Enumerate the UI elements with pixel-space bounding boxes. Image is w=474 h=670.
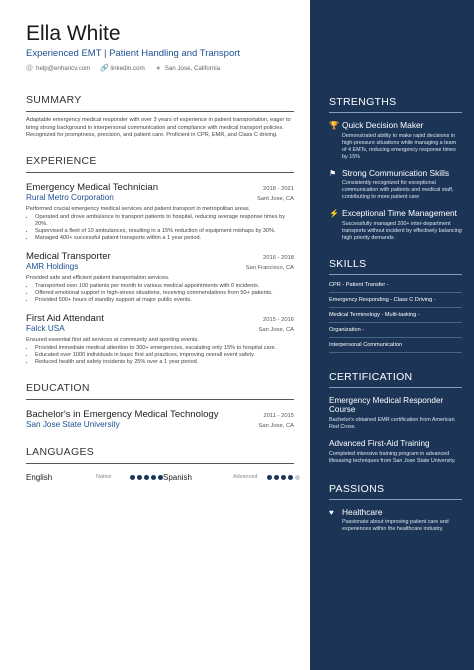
strength-title: Strong Communication Skills bbox=[342, 167, 450, 178]
bullet-item: • Operated and drove ambulance to transport patients to hospital, reducing average response times by 20%. bbox=[35, 214, 294, 228]
bullet-item: • Provided immediate medical attention to 300+ emergencies, escalating only 15% to hospital care. bbox=[35, 345, 294, 352]
bullet-item: • Educated over 1000 individuals in basic first aid practices, improving overall event safety. bbox=[35, 352, 294, 359]
proficiency-dot bbox=[151, 475, 156, 480]
strengths-heading: STRENGTHS bbox=[329, 96, 462, 113]
strength-desc: Successfully managed 200+ inter-department transports without incident by effectively balancing high priority demands. bbox=[342, 220, 462, 241]
job-bullets bbox=[26, 214, 294, 242]
job-location: San Jose, CA bbox=[258, 326, 294, 333]
job-bullets bbox=[26, 283, 294, 304]
candidate-name: Ella White bbox=[26, 22, 121, 45]
headline: Experienced EMT | Patient Handling and Transport bbox=[26, 48, 241, 59]
sidebar bbox=[310, 0, 474, 670]
skill-item: Medical Terminology - Multi-tasking - bbox=[329, 308, 462, 323]
contact-linkedin[interactable] bbox=[100, 65, 144, 72]
skill-item: Emergency Responding - Class C Driving - bbox=[329, 293, 462, 308]
job-description: Performed crucial emergency medical services and patient transport in metropolitan areas. bbox=[26, 205, 251, 212]
bullet-item: • Reduced health and safety incidents by 25% over a 1 year period. bbox=[35, 359, 294, 366]
passion-title: Healthcare bbox=[342, 506, 383, 517]
proficiency-dot bbox=[137, 475, 142, 480]
certification-title: Emergency Medical Responder Course bbox=[329, 395, 444, 415]
job-bullets bbox=[26, 345, 294, 366]
certification-title: Advanced First-Aid Training bbox=[329, 438, 430, 448]
passion-item bbox=[329, 508, 462, 534]
summary-heading: SUMMARY bbox=[26, 94, 294, 112]
job-title: Emergency Medical Technician bbox=[26, 181, 159, 193]
language-name: English bbox=[26, 472, 53, 482]
certification-heading: CERTIFICATION bbox=[329, 371, 462, 388]
proficiency-dot bbox=[274, 475, 279, 480]
skill-item: Interpersonal Communication bbox=[329, 338, 462, 353]
heart-icon: ♥ bbox=[329, 507, 334, 517]
language-item bbox=[163, 473, 300, 482]
proficiency-dots bbox=[267, 475, 300, 480]
bullet-item: • Managed 400+ successful patient transports within a 1 year period. bbox=[35, 235, 294, 242]
bullet-item: • Transported over 100 patients per month to various medical appointments with 0 incidents. bbox=[35, 283, 294, 290]
company-name: AMR Holdings bbox=[26, 261, 79, 271]
experience-heading: EXPERIENCE bbox=[26, 155, 294, 173]
strength-desc: Demonstrated ability to make rapid decisions in high-pressure situations while managing a team of 4 EMTs, reducing emergency response times by 15% bbox=[342, 132, 457, 160]
passions-heading: PASSIONS bbox=[329, 483, 462, 500]
education-entry bbox=[26, 409, 294, 430]
bullet-item: • Offered emotional support in high-stress situations, receiving commendations from 50+ patients. bbox=[35, 290, 294, 297]
job-location: San Francisco, CA bbox=[245, 264, 294, 271]
languages-list bbox=[26, 473, 294, 482]
skill-item: CPR - Patient Transfer - bbox=[329, 278, 462, 293]
contact-email[interactable] bbox=[26, 65, 90, 72]
job-dates: 2018 - 2021 bbox=[263, 185, 294, 192]
certification-item bbox=[329, 396, 462, 431]
language-item bbox=[26, 473, 163, 482]
at-icon: @ bbox=[26, 65, 34, 72]
job-description: Ensured essential first aid services at community and sporting events. bbox=[26, 336, 199, 343]
bolt-icon: ⚡ bbox=[329, 209, 339, 219]
certification-desc: Completed intensive training program in advanced lifesaving techniques from San Jose State University. bbox=[329, 450, 456, 464]
email-text: help@enhancv.com bbox=[36, 65, 91, 72]
summary-text: Adaptable emergency medical responder with over 3 years of experience in patient transportation, eager to bring strong background in interpersonal communication and compliance with medical transport policies. Recognized for promptness, precision, and patient care. Proficient in CPR, EMR, and Class C driving. bbox=[26, 117, 291, 139]
location-text: San Jose, California bbox=[164, 65, 221, 72]
language-level: Native bbox=[96, 474, 112, 481]
company-name: Rural Metro Corporation bbox=[26, 192, 114, 202]
proficiency-dot bbox=[288, 475, 293, 480]
experience-entry bbox=[26, 251, 294, 304]
degree-title: Bachelor's in Emergency Medical Technology bbox=[26, 408, 219, 420]
certification-desc: Bachelor's obtained EMR certification from American Red Cross. bbox=[329, 416, 455, 430]
location-pin-icon: ● bbox=[156, 65, 161, 72]
education-heading: EDUCATION bbox=[26, 382, 294, 400]
strength-item bbox=[329, 169, 462, 202]
proficiency-dot bbox=[267, 475, 272, 480]
proficiency-dots bbox=[130, 475, 163, 480]
flag-icon: ⚑ bbox=[329, 168, 337, 178]
skill-item: Organization - bbox=[329, 323, 462, 338]
strength-item bbox=[329, 121, 462, 161]
bullet-item: • Supervised a fleet of 10 ambulances, resulting in a 15% reduction of equipment mishaps by 30%. bbox=[35, 228, 294, 235]
language-name: Spanish bbox=[163, 472, 192, 482]
bullet-item: • Provided 500+ hours of standby support at major public events. bbox=[35, 297, 294, 304]
job-description: Provided safe and efficient patient transportation services. bbox=[26, 274, 170, 281]
linkedin-text: linkedin.com bbox=[110, 65, 145, 72]
language-level: Advanced bbox=[233, 474, 258, 481]
strength-desc: Consistently recognized for exceptional communication with patients and medical staff, contributing to more patient care bbox=[342, 180, 454, 201]
contact-bar bbox=[26, 65, 294, 72]
passion-desc: Passionate about improving patient care and experiences within the healthcare industry. bbox=[342, 519, 449, 533]
experience-entry bbox=[26, 182, 294, 242]
education-dates: 2011 - 2015 bbox=[263, 412, 294, 419]
proficiency-dot bbox=[281, 475, 286, 480]
experience-entry bbox=[26, 313, 294, 366]
link-icon: 🔗 bbox=[100, 65, 110, 72]
contact-location bbox=[155, 65, 220, 72]
skills-list bbox=[329, 278, 462, 353]
strength-item bbox=[329, 209, 462, 242]
school-name: San Jose State University bbox=[26, 419, 120, 429]
certification-item bbox=[329, 439, 462, 465]
proficiency-dot bbox=[130, 475, 135, 480]
strength-title: Exceptional Time Management bbox=[342, 208, 457, 219]
job-dates: 2016 - 2018 bbox=[263, 254, 294, 261]
proficiency-dot bbox=[295, 475, 300, 480]
proficiency-dot bbox=[144, 475, 149, 480]
skills-heading: SKILLS bbox=[329, 258, 462, 275]
strength-title: Quick Decision Maker bbox=[342, 120, 424, 130]
company-name: Falck USA bbox=[26, 323, 65, 333]
school-location: San Jose, CA bbox=[258, 422, 294, 429]
job-title: Medical Transporter bbox=[26, 250, 111, 262]
trophy-icon: 🏆 bbox=[329, 121, 339, 130]
job-dates: 2015 - 2016 bbox=[263, 316, 294, 323]
job-location: Sant Jose, CA bbox=[256, 195, 294, 202]
job-title: First Aid Attendant bbox=[26, 312, 104, 324]
languages-heading: LANGUAGES bbox=[26, 446, 294, 464]
